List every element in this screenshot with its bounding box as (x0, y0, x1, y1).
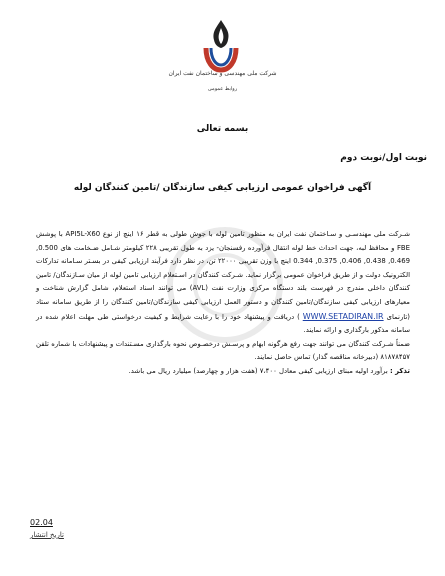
note-label: تذکر : (389, 366, 410, 375)
announcement-body (36, 228, 410, 379)
publish-date: 02.04 (30, 518, 53, 527)
org-subtitle: روابط عمومی (207, 86, 238, 92)
body-paragraph-2: ضمناً شـرکت کنندگان می توانند جهت رفع هرگونه ابهام و پرسـش درخصـوص نحوه بارگذاری مسـتندات و پیشنهادات با شماره تلفن ۸۱۸۷۸۴۵۷ (دبیرخانه مناقصه گذار) تماس حاصل نمایند. (36, 339, 410, 362)
body-paragraph-1-text: شـرکت ملی مهندسـی و سـاختمان نفت ایران به منظور تامین لوله با جوش طولی به قطر ۱۶ اینچ از نوع API5L-X60 با پوشش FBE و محافظ لبه، جهت احداث خط لوله انتقال فرآورده رفسنجان- یزد به طول تقریبی ۲۲۸ کیلومتر شـامل ضـخامت های 0.500, 0.469, 0.438, 0.406, 0.375, 0.344 اینچ با وزن تقریبی ۲۲۰۰۰ تن، در نظر دارد فرآیند ارزیابی کیفی در بسـتر سـامانه تدارکات الکترونیک دولت و از طریق فراخوان عمومی برگزار نماید. شـرکت کنندگان در اسـتعلام ارزیابی تامین لوله از میان سـازندگان/ تامین کنندگان داخلی مندرج در فهرست بلند دستگاه مرکزی وزارت نفت (AVL) می توانند اسناد استعلام، شامل گزارش شناخت و معیارهای ارزیابی کیفی سازندگان/تامین کنندگان و دستور العمل ارزیابی کیفی سازندگان/تامین کنندگان را از طریق سامانه ستاد (تارنمای (36, 230, 410, 321)
bismillah-heading: بسمه تعالی (196, 124, 249, 134)
publish-date-label: تاریخ انتشار (30, 531, 64, 539)
setad-link[interactable]: WWW.SETADIRAN.IR (302, 311, 384, 321)
body-note (36, 365, 410, 379)
org-name: شرکت ملی مهندسی و ساختمان نفت ایران (168, 70, 277, 77)
body-paragraph-1-end: ) دریافت و پیشنهاد خود را با رعایت شرایط و کیفیت درخواستی طی مهلت اعلام شده در سامانه مذکور بارگذاری و ارائه نمایند. (36, 312, 410, 335)
nioc-logo-icon (198, 18, 244, 76)
announcement-round: نوبت اول/نوبت دوم (340, 153, 427, 163)
body-paragraph-1 (36, 228, 410, 338)
note-text: برآورد اولیه مبنای ارزیابی کیفی معادل ۷،۴۰۰ (هفت هزار و چهارصد) میلیارد ریال می باشد. (128, 366, 388, 375)
announcement-title: آگهی فراخوان عمومی ارزیابی کیفی سازندگان /تامین کنندگان لوله (73, 183, 372, 193)
